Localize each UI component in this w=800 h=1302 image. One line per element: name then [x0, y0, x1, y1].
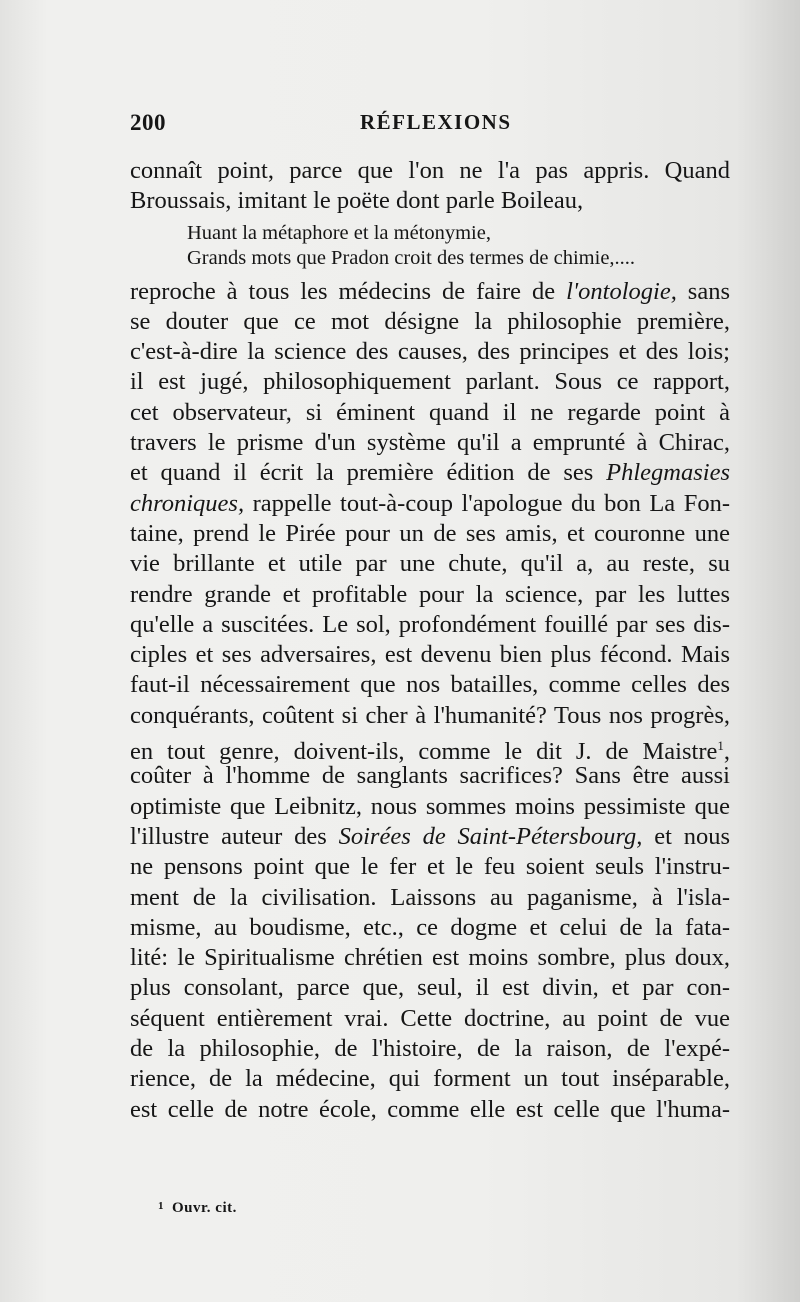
italic-title: Phlegmasies — [606, 459, 730, 487]
text-line: travers le prisme d'un système qu'il a emprunté à Chirac, — [130, 429, 730, 457]
text-line: il est jugé, philosophiquement parlant. Sous ce rapport, — [130, 368, 730, 396]
text-line: est celle de notre école, comme elle est celle que l'huma- — [130, 1095, 730, 1123]
page-number: 200 — [130, 110, 166, 135]
text-segment: , — [723, 738, 730, 766]
text-line: ne pensons point que le fer et le feu soient seuls l'instru- — [130, 853, 730, 881]
text-line: de la philosophie, de l'histoire, de la raison, de l'expé- — [130, 1035, 730, 1063]
footnote-reference: 1 — [717, 738, 724, 754]
running-title: RÉFLEXIONS — [360, 110, 512, 134]
text-line: qu'elle a suscitées. Le sol, profondément fouillé par ses dis- — [130, 610, 730, 638]
text-segment: en tout genre, doivent-ils, comme le dit J. de Maistre — [130, 738, 718, 766]
text-line: ment de la civilisation. Laissons au paganisme, à l'isla- — [130, 883, 730, 911]
text-segment: reproche à tous les médecins de faire de — [130, 277, 567, 305]
text-line: coûter à l'homme de sanglants sacrifices? Sans être aussi — [130, 762, 730, 790]
footnote — [158, 1200, 237, 1217]
verse-line: Grands mots que Pradon croit des termes de chimie,.... — [187, 246, 636, 269]
text-segment: l'illustre auteur des — [130, 822, 339, 850]
text-segment: rappelle tout-à-coup l'apologue du bon La Fon- — [244, 489, 730, 517]
text-line: plus consolant, parce que, seul, il est divin, et par con- — [130, 974, 730, 1002]
text-line: rience, de la médecine, qui forment un tout inséparable, — [130, 1065, 730, 1093]
text-segment: et quand il écrit la première édition de ses — [130, 459, 607, 487]
italic-term: l'ontologie, — [566, 277, 677, 305]
text-line: se douter que ce mot désigne la philosophie première, — [130, 307, 730, 335]
text-line: c'est-à-dire la science des causes, des principes et des lois; — [130, 338, 730, 366]
text-line — [130, 458, 730, 488]
text-segment: et nous — [642, 822, 731, 850]
text-segment: sans — [676, 277, 731, 305]
text-line — [130, 277, 730, 307]
text-line: connaît point, parce que l'on ne l'a pas appris. Quand — [130, 157, 730, 184]
text-line: cet observateur, si éminent quand il ne regarde point à — [130, 398, 730, 426]
text-line: optimiste que Leibnitz, nous sommes moins pessimiste que — [130, 792, 730, 820]
text-line: lité: le Spiritualisme chrétien est moins sombre, plus doux, — [130, 944, 730, 972]
italic-title: Soirées de Saint-Pétersbourg, — [338, 822, 643, 850]
text-line: misme, au boudisme, etc., ce dogme et celui de la fata- — [130, 913, 730, 941]
body-text — [130, 156, 730, 1125]
verse-line: Huant la métaphore et la métonymie, — [187, 221, 491, 244]
footnote-text: Ouvr. cit. — [172, 1200, 237, 1216]
italic-title: chroniques, — [130, 489, 245, 517]
text-line: séquent entièrement vrai. Cette doctrine, au point de vue — [130, 1004, 730, 1032]
text-line: Broussais, imitant le poëte dont parle Boileau, — [130, 187, 584, 215]
text-line: conquérants, coûtent si cher à l'humanité? Tous nos progrès, — [130, 701, 730, 729]
text-line — [130, 822, 730, 852]
page-header — [130, 110, 730, 140]
text-line — [130, 489, 730, 519]
footnote-marker: 1 — [158, 1200, 164, 1212]
text-line: taine, prend le Pirée pour un de ses amis, et couronne une — [130, 519, 730, 547]
text-line: rendre grande et profitable pour la science, par les luttes — [130, 580, 730, 608]
verse-quotation — [130, 217, 730, 277]
text-line: ciples et ses adversaires, est devenu bien plus fécond. Mais — [130, 641, 730, 669]
text-line — [130, 731, 730, 766]
text-line: faut-il nécessairement que nos batailles, comme celles des — [130, 671, 730, 699]
text-line: vie brillante et utile par une chute, qu'il a, au reste, su — [130, 550, 730, 578]
